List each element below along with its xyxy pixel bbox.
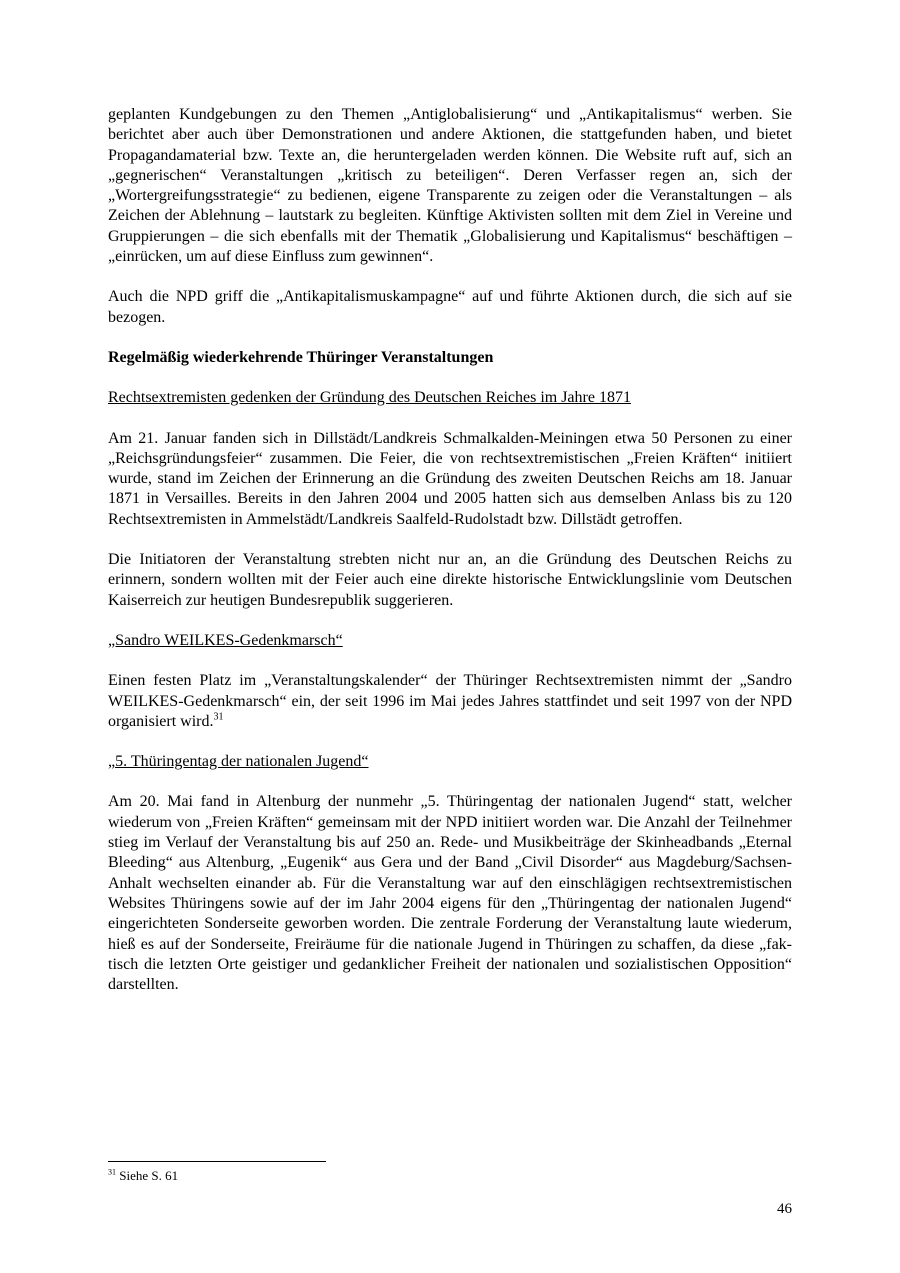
document-body bbox=[108, 105, 792, 1015]
footnote-reference[interactable]: 31 bbox=[213, 711, 224, 723]
section-heading: Regelmäßig wiederkehrende Thüringer Veranstaltungen bbox=[108, 348, 494, 366]
paragraph-6: Am 20. Mai fand in Altenburg der nunmehr „5. Thüringentag der nationalen Jugend“ statt, welcher wiederum von „Freien Kräften“ gemeinsam mit der NPD initiiert worden war. Die Anzahl der Teilnehmer stieg im Verlauf der Veranstaltung bis auf 250 an. Rede- und Musikbeiträge der Skinheadbands „Eternal Bleeding“ aus Altenburg, „Eugenik“ aus Gera und der Band „Civil Disorder“ aus Magdeburg/Sachsen-Anhalt wechselten einander ab. Für die Veranstaltung war auf den einschlägigen rechtsextremistischen Websites Thüringens sowie auf der im Jahr 2004 eigens für den „Thüringentag der nationalen Jugend“ eingerichteten Sonderseite geworben worden. Die zentrale Forderung der Veranstaltung laute wiederum, hieß es auf der Sonderseite, Freiräume für die nationale Jugend in Thüringen zu schaffen, da diese „faktisch die letzten Orte geistiger und gedanklicher Freiheit der nationalen und sozialistischen Opposition“ darstellten. bbox=[108, 793, 792, 994]
footnote-number: 31 bbox=[108, 1167, 116, 1177]
footnote-divider bbox=[108, 1161, 326, 1162]
subheading-reichsgruendung: Rechtsextremisten gedenken der Gründung des Deutschen Reiches im Jahre 1871 bbox=[108, 389, 631, 407]
page-number: 46 bbox=[777, 1201, 792, 1217]
footnote-text: Siehe S. 61 bbox=[116, 1168, 179, 1183]
paragraph-5 bbox=[108, 671, 792, 732]
paragraph-3: Am 21. Januar fanden sich in Dillstädt/Landkreis Schmalkalden-Meiningen etwa 50 Personen zu einer „Reichsgründungsfeier“ zusammen. Die Feier, die von rechtsextremistischen „Freien Kräften“ initiiert wurde, stand im Zeichen der Erinnerung an die Gründung des zweiten Deutschen Reichs am 18. Januar 1871 in Versailles. Bereits in den Jahren 2004 und 2005 hatten sich aus demselben Anlass bis zu 120 Rechtsextremisten in Ammelstädt/Landkreis Saalfeld-Rudolstadt bzw. Dillstädt getroffen. bbox=[108, 429, 792, 528]
footnote bbox=[108, 1168, 178, 1184]
paragraph-1: geplanten Kundgebungen zu den Themen „Antiglobalisierung“ und „Antikapitalismus“ werben. Sie berichtet aber auch über Demonstrationen und andere Aktionen, die stattgefunden haben, und bietet Propagandamaterial bzw. Texte an, die heruntergeladen werden können. Die Website ruft auf, sich an „gegnerischen“ Veranstaltungen „kritisch zu beteiligen“. Deren Verfasser regen an, sich der „Wortergreifungsstrategie“ zu bedienen, eigene Transparente zu zeigen oder die Veranstaltungen – als Zeichen der Ablehnung – lautstark zu begleiten. Künftige Aktivisten sollten mit dem Ziel in Vereine und Gruppierungen – die sich ebenfalls mit der Thematik „Globalisierung und Kapitalismus“ beschäftigen – „einrücken, um auf diese Einfluss zum gewinnen“. bbox=[108, 106, 792, 266]
subheading-gedenkmarsch: „Sandro WEILKES-Gedenkmarsch“ bbox=[108, 631, 343, 649]
subheading-thueringentag: „5. Thüringentag der nationalen Jugend“ bbox=[108, 753, 369, 771]
paragraph-2: Auch die NPD griff die „Antikapitalismuskampagne“ auf und führte Aktionen durch, die sich auf sie bezogen. bbox=[108, 288, 792, 326]
paragraph-5-text: Einen festen Platz im „Veranstaltungskalender“ der Thüringer Rechtsextremisten nimmt der „Sandro WEILKES-Gedenkmarsch“ ein, der seit 1996 im Mai jedes Jahres stattfindet und seit 1997 von der NPD organisiert wird. bbox=[108, 672, 792, 730]
paragraph-4: Die Initiatoren der Veranstaltung strebten nicht nur an, an die Gründung des Deutschen Reichs zu erinnern, sondern wollten mit der Feier auch eine direkte historische Entwicklungslinie vom Deutschen Kaiserreich zur heutigen Bundesrepublik suggerieren. bbox=[108, 551, 792, 609]
